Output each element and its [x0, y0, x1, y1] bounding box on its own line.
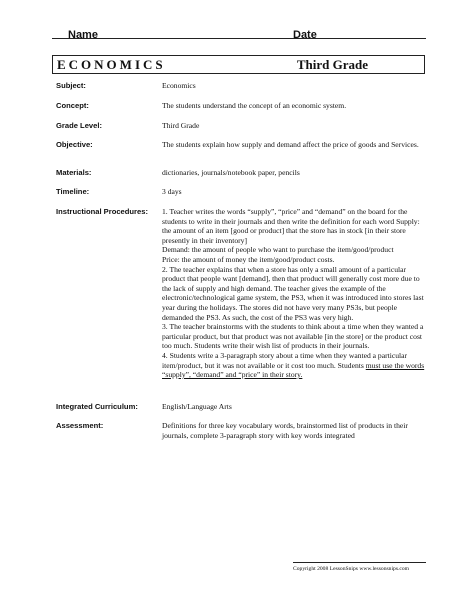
footer-rule — [293, 562, 426, 563]
subject-label: Subject: — [56, 81, 86, 90]
procedure-step-4-emphasis: must use the words “supply”, “demand” and “price” in their story. — [162, 360, 425, 380]
materials-value: dictionaries, journals/notebook paper, pencils — [162, 168, 300, 177]
procedure-step-4 — [162, 351, 430, 380]
grade-level-value: Third Grade — [162, 121, 200, 130]
objective-value: The students explain how supply and demand affect the price of goods and Services. — [162, 140, 419, 149]
procedures-value — [162, 207, 430, 380]
lesson-subject-title: ECONOMICS — [57, 57, 166, 72]
procedure-step-4-text: 4. Students write a 3-paragraph story about a time when they wanted a particular item/product, but it was not available or it cost too much. Students — [162, 350, 408, 370]
grade-level-label: Grade Level: — [56, 121, 103, 130]
procedure-step-2: 2. The teacher explains that when a store has only a small amount of a particular product that people want [demand], then that product will generally cost more due to the lack of supply and high demand. The teacher gives the example of the electronic/technological game system, the PS3, when it was introduced into stores last year during the holidays. The stores did not have very many PS3s, but people demanded the PS3. As such, the cost of the PS3 was very high. — [162, 264, 424, 322]
top-rule — [52, 38, 426, 39]
objective-label: Objective: — [56, 140, 93, 149]
lesson-grade-title: Third Grade — [296, 57, 368, 72]
timeline-label: Timeline: — [56, 187, 90, 196]
assessment-value: Definitions for three key vocabulary words, brainstormed list of products in their journals, complete 3-paragraph story with key words integrated — [162, 421, 408, 440]
integrated-value: English/Language Arts — [162, 402, 232, 411]
integrated-label: Integrated Curriculum: — [56, 402, 138, 411]
name-label: Name — [68, 29, 98, 38]
assessment-label: Assessment: — [56, 421, 104, 430]
copyright-footer: Copyright 2008 LessonSnips www.lessonsnips.com — [293, 566, 410, 572]
procedure-step-1: 1. Teacher writes the words “supply”, “price” and “demand” on the board for the students to write in their journals and then write the definition for each word Supply: the amount of an item [good or product] that the store has in stock [in their store presently in their inventory] — [162, 207, 420, 245]
concept-label: Concept: — [56, 101, 89, 110]
lesson-header-box — [52, 55, 425, 74]
concept-value: The students understand the concept of an economic system. — [162, 101, 347, 110]
timeline-value: 3 days — [162, 187, 182, 196]
procedures-label: Instructional Procedures: — [56, 207, 148, 216]
procedure-demand-definition: Demand: the amount of people who want to purchase the item/good/product — [162, 245, 394, 255]
procedure-price-definition: Price: the amount of money the item/good/product costs. — [162, 254, 335, 264]
materials-label: Materials: — [56, 168, 92, 177]
date-label: Date — [293, 29, 317, 38]
name-date-header — [0, 24, 464, 38]
subject-value: Economics — [162, 81, 196, 90]
procedure-step-3: 3. The teacher brainstorms with the students to think about a time when they wanted a particular product, but that product was not available [in the store] or the product cost too much. Students write their wish list of products in their journals. — [162, 322, 424, 351]
